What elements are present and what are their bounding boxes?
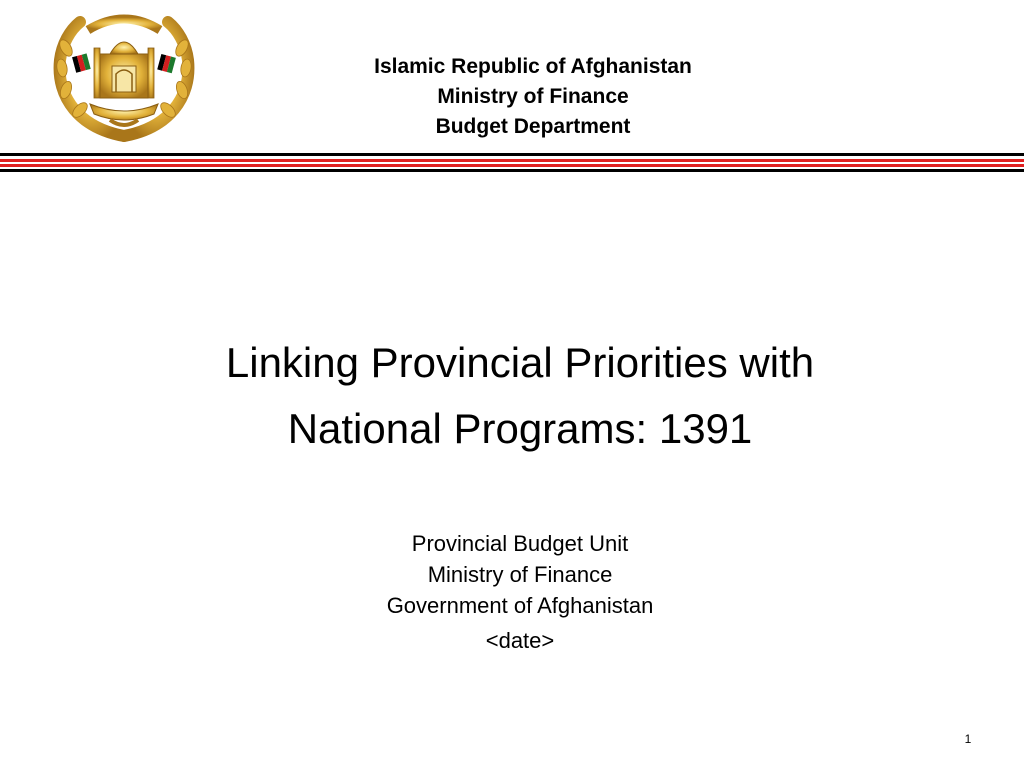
afghanistan-emblem-icon bbox=[50, 8, 198, 144]
header-organization bbox=[300, 52, 766, 142]
slide-title bbox=[100, 330, 940, 462]
header-country: Islamic Republic of Afghanistan bbox=[374, 55, 692, 78]
divider-red-bottom bbox=[0, 164, 1024, 167]
divider-black-top bbox=[0, 153, 1024, 156]
subtitle-ministry: Ministry of Finance bbox=[427, 562, 613, 587]
slide-page-number: 1 bbox=[964, 732, 972, 746]
slide-subtitle bbox=[270, 528, 770, 621]
slide-title-line-2: National Programs: 1391 bbox=[287, 405, 753, 452]
header-ministry: Ministry of Finance bbox=[437, 85, 629, 108]
divider-red-top bbox=[0, 159, 1024, 162]
subtitle-unit: Provincial Budget Unit bbox=[411, 531, 629, 556]
divider-black-bottom bbox=[0, 169, 1024, 172]
slide-date: <date> bbox=[485, 628, 555, 653]
header-department: Budget Department bbox=[435, 115, 631, 138]
subtitle-government: Government of Afghanistan bbox=[386, 593, 654, 618]
slide-title-line-1: Linking Provincial Priorities with bbox=[225, 339, 815, 386]
